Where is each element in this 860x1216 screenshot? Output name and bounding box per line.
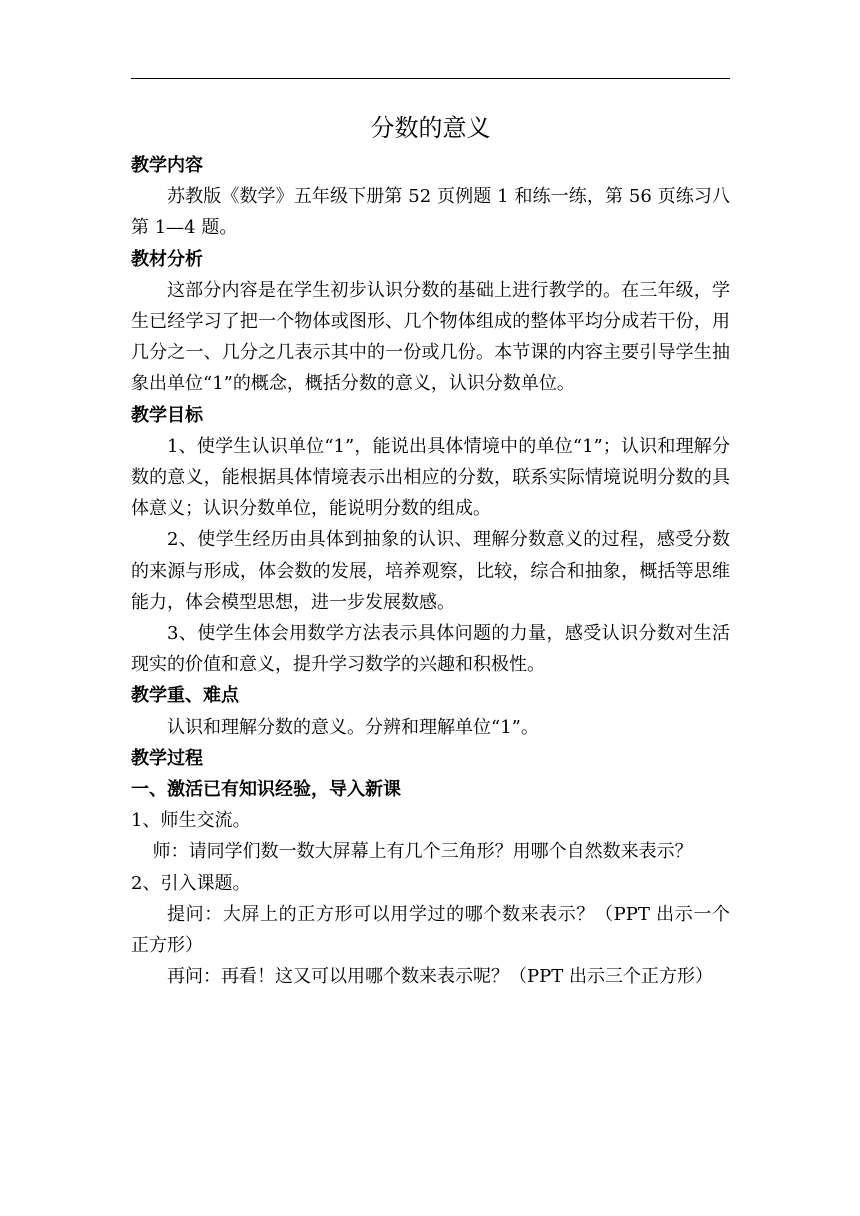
document-body (131, 150, 730, 992)
header-rule (131, 78, 730, 79)
heading-material-analysis: 教材分析 (131, 248, 203, 270)
paragraph-material-analysis: 这部分内容是在学生初步认识分数的基础上进行教学的。在三年级，学生已经学习了把一个物体或图形、几个物体组成的整体平均分成若干份，用几分之一、几分之几表示其中的一份或几份。本节课的内容主要引导学生抽象出单位“1”的概念，概括分数的意义，认识分数单位。 (131, 279, 730, 395)
paragraph-goal-3: 3、使学生体会用数学方法表示具体问题的力量，感受认识分数对生活现实的价值和意义，提升学习数学的兴趣和积极性。 (131, 623, 730, 676)
step-1-label: 1、师生交流。 (131, 810, 251, 832)
heading-key-points: 教学重、难点 (131, 685, 239, 707)
paragraph-key-points: 认识和理解分数的意义。分辨和理解单位“1”。 (167, 716, 539, 738)
paragraph-step-2a: 提问：大屏上的正方形可以用学过的哪个数来表示？（PPT 出示一个正方形） (131, 903, 730, 957)
paragraph-goal-2: 2、使学生经历由具体到抽象的认识、理解分数意义的过程，感受分数的来源与形成，体会数的发展，培养观察，比较，综合和抽象，概括等思维能力，体会模型思想，进一步发展数感。 (131, 529, 730, 613)
page-title: 分数的意义 (370, 114, 491, 142)
paragraph-step-2b: 再问：再看！这又可以用哪个数来表示呢？（PPT 出示三个正方形） (167, 966, 713, 988)
paragraph-step-1: 师：请同学们数一数大屏幕上有几个三角形？用哪个自然数来表示？ (152, 841, 693, 863)
heading-teaching-goals: 教学目标 (131, 404, 203, 426)
paragraph-teaching-content: 苏教版《数学》五年级下册第 52 页例题 1 和练一练，第 56 页练习八第 1—4 题。 (131, 186, 730, 239)
heading-teaching-content: 教学内容 (131, 155, 203, 176)
step-2-label: 2、引入课题。 (131, 872, 251, 894)
heading-teaching-process: 教学过程 (131, 747, 203, 769)
paragraph-goal-1: 1、使学生认识单位“1”，能说出具体情境中的单位“1”；认识和理解分数的意义，能根据具体情境表示出相应的分数，联系实际情境说明分数的具体意义；认识分数单位，能说明分数的组成。 (131, 435, 730, 520)
heading-part-1: 一、激活已有知识经验，导入新课 (131, 779, 401, 801)
